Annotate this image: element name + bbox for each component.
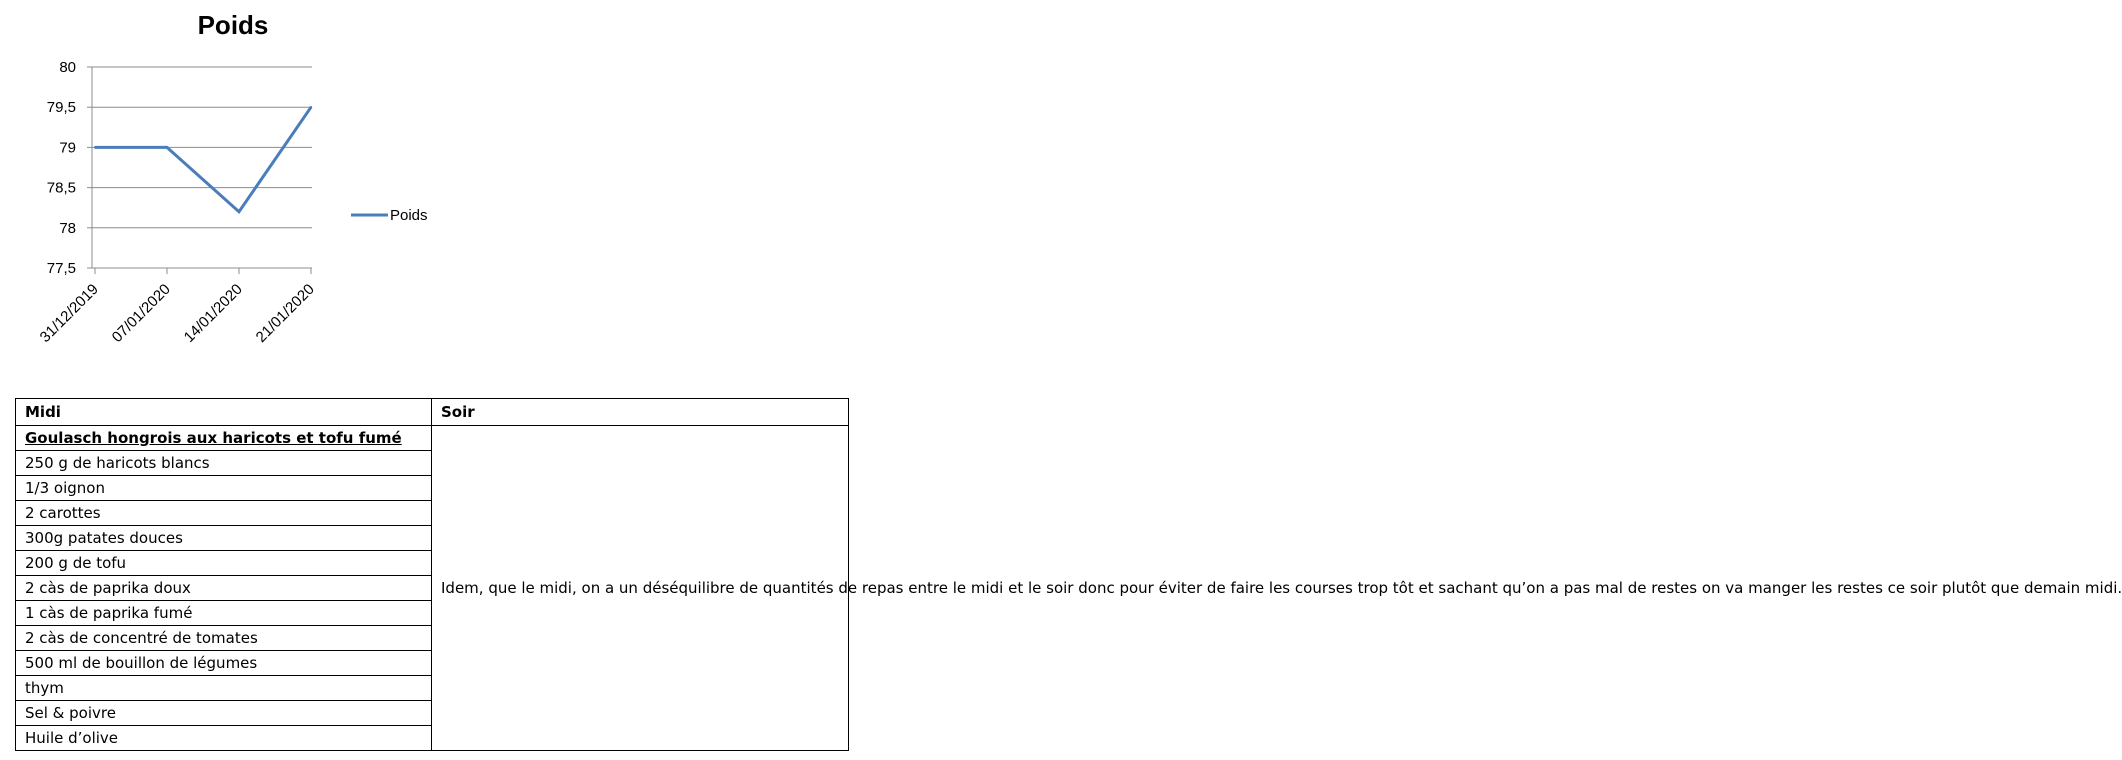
ingredient-cell: 1/3 oignon	[16, 476, 432, 501]
chart-title: Poids	[197, 10, 269, 40]
dish-title-text: Goulasch hongrois aux haricots et tofu fumé	[25, 429, 402, 447]
menu-table	[15, 398, 2122, 751]
table-row-dish	[16, 426, 849, 451]
y-tick-label: 78,5	[46, 179, 76, 197]
ingredient-cell: 500 ml de bouillon de légumes	[16, 651, 432, 676]
series-point	[238, 211, 240, 213]
ingredient-cell: Sel & poivre	[16, 701, 432, 726]
ingredient-cell: 250 g de haricots blancs	[16, 451, 432, 476]
soir-cell: Idem, que le midi, on a un déséquilibre de quantités de repas entre le midi et le soir donc pour éviter de faire les courses trop tôt et sachant qu’on a pas mal de restes on va manger les restes ce soir plutôt que demain midi.	[432, 426, 849, 751]
chart-axes	[87, 67, 312, 274]
chart-legend	[351, 207, 428, 224]
ingredient-cell: 200 g de tofu	[16, 551, 432, 576]
x-tick-label: 31/12/2019	[36, 280, 102, 346]
header-midi: Midi	[16, 399, 432, 426]
ingredient-cell: 2 carottes	[16, 501, 432, 526]
x-tick-label: 14/01/2020	[180, 280, 246, 346]
chart-gridlines	[92, 67, 312, 268]
y-tick-label: 79,5	[46, 99, 76, 117]
y-tick-label: 77,5	[46, 260, 76, 277]
series-point	[94, 146, 96, 148]
x-tick-labels	[37, 281, 318, 346]
ingredient-cell: 1 càs de paprika fumé	[16, 601, 432, 626]
ingredient-cell: 2 càs de concentré de tomates	[16, 626, 432, 651]
series-point	[166, 146, 168, 148]
chart-series	[94, 106, 312, 213]
header-soir: Soir	[432, 399, 849, 426]
y-tick-labels	[47, 59, 76, 277]
ingredient-cell: Huile d’olive	[16, 726, 432, 751]
weight-chart	[0, 0, 866, 390]
table-header-row	[16, 399, 849, 426]
legend-label: Poids	[390, 207, 428, 224]
ingredient-cell: 300g patates douces	[16, 526, 432, 551]
x-tick-label: 21/01/2020	[252, 280, 318, 346]
y-tick-label: 79	[59, 139, 76, 157]
ingredient-cell: thym	[16, 676, 432, 701]
ingredient-cell: 2 càs de paprika doux	[16, 576, 432, 601]
y-tick-label: 78	[59, 219, 76, 237]
series-point	[310, 106, 312, 108]
series-line-poids	[95, 107, 311, 212]
x-tick-label: 07/01/2020	[108, 280, 174, 346]
dish-title	[16, 426, 432, 451]
y-tick-label: 80	[59, 59, 76, 76]
